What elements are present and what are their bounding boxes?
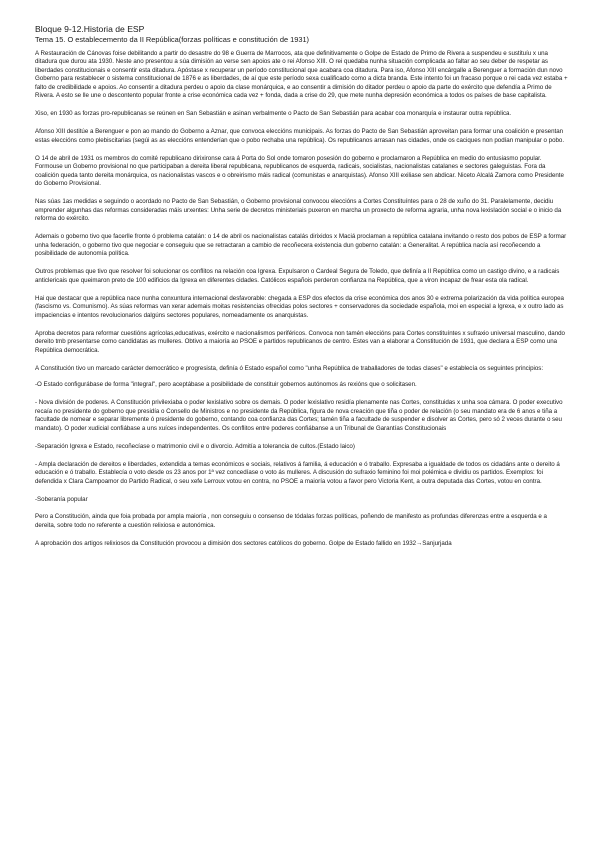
document-subtitle: Tema 15. O establecemento da II República(forzas políticas e constitución de 1931) bbox=[35, 34, 310, 44]
paragraph-principio-estado-integral: -O Estado configurábase de forma "integral", pero aceptábase a posibilidade de constituir gobernos autónomos ás rexións que o solicitasen. bbox=[35, 381, 417, 389]
paragraph-pacto-san-sebastian: Xiso, en 1930 as forzas pro-republicanas se reúnen en San Sebastián e asinan verbalmente o Pacto de San Sebastián para acabar coa monarquía e instaurar outra república. bbox=[35, 110, 512, 118]
paragraph-principio-poderes: - Nova división de poderes. A Constitución privilexiaba o poder lexislativo sobre os demais. O poder lexislativo residía plenamente nas Cortes, constituidas x unha soa cámara. O poder executivo recaía no presidente do goberno que presidía o Consello de Ministros e no presidente da República, figura de nova creación que tiña o poder de relación (o seu mandato era de 6 anos e tiña a facultade de nomear e separar libremente ó presidente do goberno, contando coa confianza das Cortes; tamén tiña a facultade de suspender e disolver as Cortes, pero só 2 veces durante o seu mandato). O poder xudicial confiábase a uns xuíces independentes. Os conflitos entre poderes confiábanse a un Tribunal de Garantías Constitucionais bbox=[35, 399, 563, 432]
paragraph-consenso: Pero a Constitución, ainda que foia probada por ampla maioría , non conseguiu o consenso de tódalas forzas políticas, poñendo de manifesto as profundas diferenzas entre a esquerda e a dereita, sobre todo no referente a cuestión relixiosa e autonómica. bbox=[35, 513, 547, 529]
paragraph-constitucion: A Constitución tivo un marcado carácter democrático e progresista, definía ó Estado español como "unha República de traballadores de todas clases" e establecía os seguintes principios: bbox=[35, 364, 544, 372]
paragraph-principio-dereitos: - Ampla declaración de dereitos e liberdades, extendida a temas económicos e sociais, relativos á familia, á educación e ó traballo. Expresaba a igualdade de todos os cidadáns ante o dereito á educación e ó traballo. Establecía o voto desde os 23 anos por 1ª vez concedíase o voto ás mulleres. A discusión do sufraxio feminino foi moi polémica e dividiu os partidos. Exemplos: foi defendida x Clara Campoamor do Partido Radical, o seu xefe Lerroux votou en contra, no PSOE a maioría votou a favor pero Victoria Kent, a outra deputada das Cortes, votou en contra. bbox=[35, 460, 560, 485]
paragraph-eleccions-municipais: Afonso XIII destitúe a Berenguer e pon ao mando do Goberno a Aznar, que convoca eleccións municipais. As forzas do Pacto de San Sebastián aproveitan para formar una coalición e presentan estas eleccións como plebiscitarias (segúi as as eleccións entenderían que o pobo rechaba una república). Os republicanos arrasan nas cidades, onde os caciques non podían manipular o pobo. bbox=[35, 128, 565, 144]
document-title: Bloque 9-12.Historia de ESP bbox=[35, 24, 145, 34]
paragraph-restauracion: A Restauración de Cánovas foise debilitando a partir do desastre do 98 e Guerra de Marrocos, ata que definitivamente o Golpe de Estado de Primo de Rivera a suspendeu e sustituíu x una ditadura que durou ata 1930. Neste ano presentou a súa dimisión ao verse sen apoios ate o rei Afonso XIII. O rei quedaba nunha situación complicada ao faltar ao seu deber de respetar as liberdades constitucionais e consentir esta ditadura. Apóstase x recuperar un período constitucional que acabara coa ditadura. Para iso, Afonso XIII encárgalle a Berenguer a formación dun novo Goberno para restablecer o sistema constitucional de 1876 e as liberdades, de aí que este período sexa cualificado como a dicta branda. Este intento foi un fracaso porque o rei cada vez estaba + falto de credibilidade e apoios. Ao consentir a ditadura perdeu o apoio da clase monárquica, e ao consentir a dimisión do ditador perdeu o apoio da parte do exército que defendía a Primo de Rivera. A esto se lle une o descontento popular fronte a crise económica cada vez + fonda, dada a crise do 29, que mete nunha depresión económica a todos os países de base capitalista. bbox=[35, 50, 568, 100]
paragraph-conxuntura: Hai que destacar que a república nace nunha conxuntura internacional desfavorable: chegada a ESP dos efectos da crise económica dos anos 30 e extrema polarización da vida política europea (fascismo vs. Comunismo). As súas reformas van xerar ademais moitas resistencias ofrecidas polos sectores + conservadores da sociedade española, moi en especial a Igrexa, e x outro lado as impaciencias e intentos revolucionarios dalgúns sectores populares, nomeadamente os anarquistas. bbox=[35, 294, 564, 319]
paragraph-problema-catalan: Ademais o goberno tivo que facerlle fronte ó problema catalán: o 14 de abril os nacionalistas catalás dirixidos x Maciá proclaman a república catalana invitando o resto dos pobos de ESP a formar unha federación, o goberno tivo que negociar e conseguiu que se retractaran a cambio de recoñecera existencia dun goberno catalán: a Generalitat. A república nacía así recoñecendo a posibilidade de autonomía política. bbox=[35, 233, 567, 258]
paragraph-soberania: -Soberanía popular bbox=[35, 495, 88, 503]
paragraph-proclamacion: O 14 de abril de 1931 os membros do comité republicano dirixironse cara á Porta do Sol onde tomaron posesión do goberno e proclamaron a República en medio do entusiasmo popular. Formouse un Goberno provisional no que participaban a dereita liberal republicana, republicanos de esquerda, radicais, socialistas, nacionalistas catalanes e sectores galeguistas. Fora da coalición queda tanto dereita monárquica, os nacionalistas vascos e o obreirismo máis radical (comunistas e anarquistas). Afonso XIII exiliase sen abdicar. Niceto Alcalá Zamora como Presidente do Goberno Provisional. bbox=[35, 154, 564, 188]
paragraph-sanjurjada: A aprobación dos artigos relixiosos da Constitución provocou a dimisión dos sectores católicos do goberno. Golpe de Estado fallido en 1932→Sanjurjada bbox=[35, 539, 452, 547]
paragraph-primeiras-medidas: Nas súas 1as medidas e seguindo o acordado no Pacto de San Sebastián, o Goberno provisional convocou eleccións a Cortes Constituíntes para o 28 de xuño do 31. Paralelamente, decidiu emprender algunhas das reformas consideradas máis urxentes: Unha serie de decretos ministeriais puxeron en marcha un proxecto de reforma agraria, unha nova lexislación social e o inicio da reforma do exército. bbox=[35, 198, 562, 223]
paragraph-principio-laico: -Separación Igrexa e Estado, recoñecíase o matrimonio civil e o divorcio. Admitía a tolerancia de cultos.(Estado laico) bbox=[35, 442, 355, 450]
paragraph-decretos: Aproba decretos para reformar cuestións agrícolas,educativas, exército e nacionalismos periféricos. Convoca non tamén eleccións para Cortes constituíntes x sufraxio universal masculino, dando dereito tmb presentarse como candidatas as mulleres. Obtivo a maioría ao PSOE e partidos republicanos de centro. Estes van a elaborar a Constitución de 1931, que declara a ESP como una República democrática. bbox=[35, 329, 565, 354]
paragraph-igrexa: Outros problemas que tivo que resolver foi solucionar os conflitos na relación coa Igrexa. Expulsaron o Cardeal Segura de Toledo, que definía a II República como un castigo divino, e a radicais anticlericais que queimaron preto de 100 edificios da Igrexa en diferentes cidades. Católicos españois perderon confianza na República, que a viron incapaz de frear esta ola radical. bbox=[35, 268, 560, 284]
